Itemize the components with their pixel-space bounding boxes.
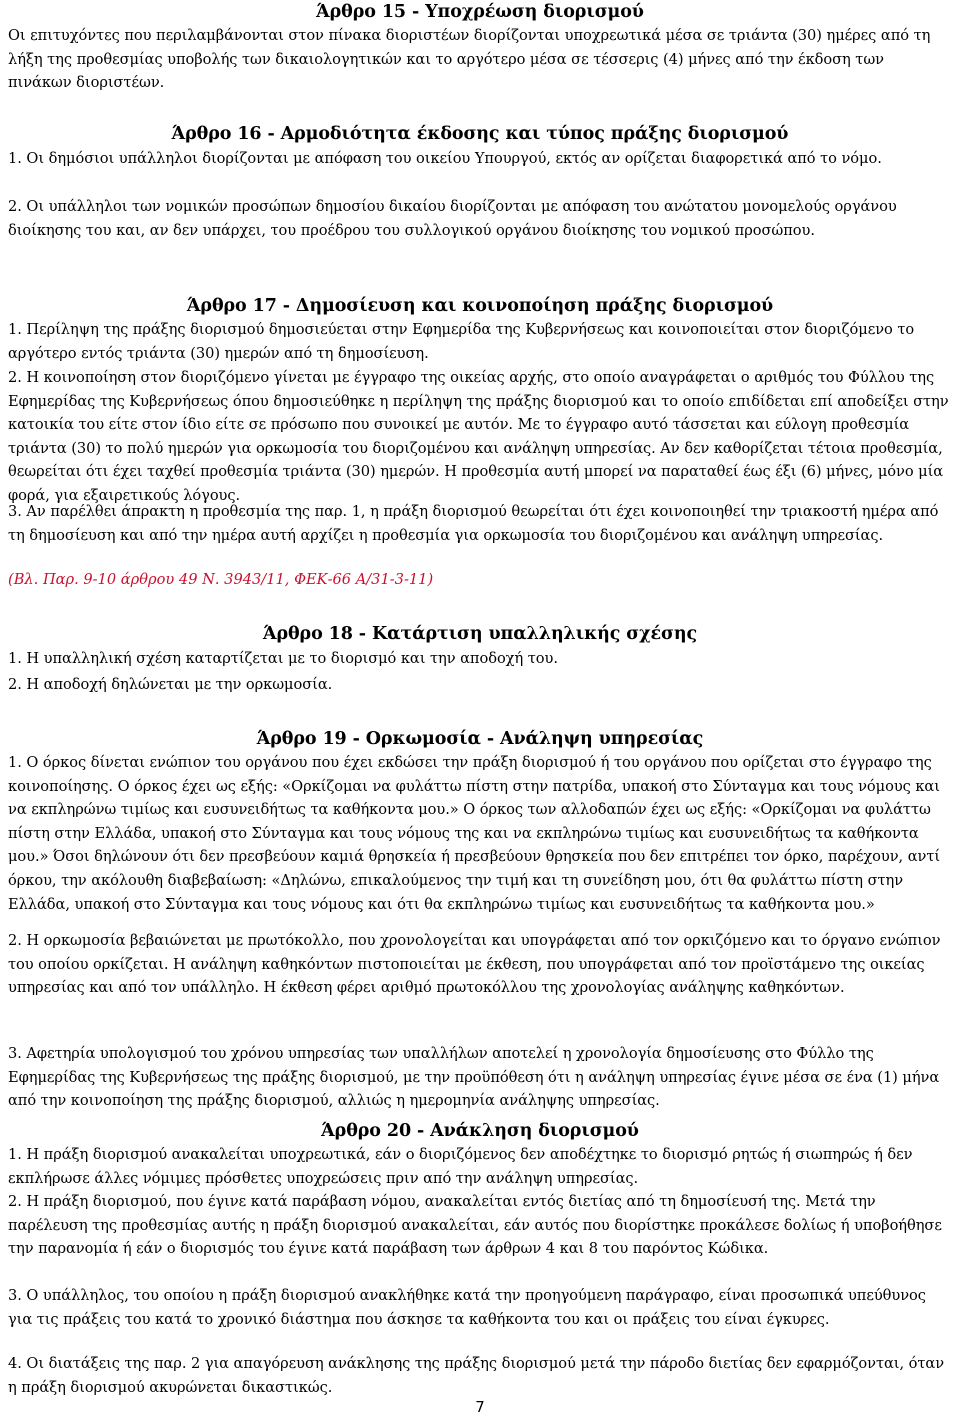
article-17-para-3: 3. Αν παρέλθει άπρακτη η προθεσμία της παρ. 1, η πράξη διορισμού θεωρείται ότι έχει κοινοποιηθεί την τριακοστή ημέρα από τη δημοσίευση και από την ημέρα αυτή αρχίζει η προθεσμία για ορκωμοσία του διοριζομένου και ανάληψη υπηρεσίας. <box>8 503 939 544</box>
page-number: 7 <box>475 1398 485 1416</box>
article-15-heading: Άρθρο 15 - Υποχρέωση διορισμού <box>316 2 644 22</box>
article-19-para-1: 1. Ο όρκος δίνεται ενώπιον του οργάνου που έχει εκδώσει την πράξη διορισμού ή του οργάνου που ορίζεται στο έγγραφο της κοινοποίησης. Ο όρκος έχει ως εξής: «Ορκίζομαι να φυλάττω πίστη στην πατρίδα, υπακοή στο Σύνταγμα και τους νόμους και να εκπληρώνω τιμίως και ευσυνειδήτως τα καθήκοντα μου.» Ο όρκος των αλλοδαπών έχει ως εξής: «Ορκίζομαι να φυλάττω πίστη στην Ελλάδα, υπακοή στο Σύνταγμα και τους νόμους της και να εκπληρώνω τιμίως και ευσυνειδήτως τα καθήκοντα μου.» Όσοι δηλώνουν ότι δεν πρεσβεύουν καμιά θρησκεία ή πρεσβεύουν θρησκεία που δεν επιτρέπει τον όρκο, παρέχουν, αντί όρκου, την ακόλουθη διαβεβαίωση: «Δηλώνω, επικαλούμενος την τιμή και τη συνείδηση μου, ότι θα φυλάττω πίστη στην Ελλάδα, υπακοή στο Σύνταγμα και τους νόμους και ότι θα εκπληρώνω τιμίως και ευσυνειδήτως τα καθήκοντα μου.» <box>8 754 941 913</box>
article-20-heading: Άρθρο 20 - Ανάκληση διορισμού <box>321 1121 639 1141</box>
article-19-heading: Άρθρο 19 - Ορκωμοσία - Ανάληψη υπηρεσίας <box>256 729 704 749</box>
article-16-heading: Άρθρο 16 - Αρμοδιότητα έκδοσης και τύπος πράξης διορισμού <box>171 124 789 144</box>
article-18-para-2: 2. Η αποδοχή δηλώνεται με την ορκωμοσία. <box>8 676 333 693</box>
article-18-para-1: 1. Η υπαλληλική σχέση καταρτίζεται με το διορισμό και την αποδοχή του. <box>8 650 558 667</box>
article-19-para-2: 2. Η ορκωμοσία βεβαιώνεται με πρωτόκολλο, που χρονολογείται και υπογράφεται από τον ορκιζόμενο και το όργανο ενώπιον του οποίου ορκίζεται. Η ανάληψη καθηκόντων πιστοποιείται με έκθεση, που υπογράφεται από τον προϊστάμενο της οικείας υπηρεσίας και από τον υπάλληλο. Η έκθεση φέρει αριθμό πρωτοκόλλου της χρονολογίας ανάληψης καθηκόντων. <box>8 932 941 997</box>
article-20-para-3: 3. Ο υπάλληλος, του οποίου η πράξη διορισμού ανακλήθηκε κατά την προηγούμενη παράγραφο, είναι προσωπικά υπεύθυνος για τις πράξεις του κατά το χρονικό διάστημα που άσκησε τα καθήκοντα του και οι πράξεις του είναι έγκυρες. <box>8 1287 926 1328</box>
article-16-para-2: 2. Οι υπάλληλοι των νομικών προσώπων δημοσίου δικαίου διορίζονται με απόφαση του ανώτατου μονομελούς οργάνου διοίκησης του και, αν δεν υπάρχει, του προέδρου του συλλογικού οργάνου διοίκησης του νομικού προσώπου. <box>8 198 897 239</box>
article-18-heading: Άρθρο 18 - Κατάρτιση υπαλληλικής σχέσης <box>262 624 698 644</box>
article-20-para-4: 4. Οι διατάξεις της παρ. 2 για απαγόρευση ανάκλησης της πράξης διορισμού μετά την πάροδο διετίας δεν εφαρμόζονται, όταν η πράξη διορισμού ακυρώνεται δικαστικώς. <box>8 1355 945 1396</box>
article-17-para-1: 1. Περίληψη της πράξης διορισμού δημοσιεύεται στην Εφημερίδα της Κυβερνήσεως και κοινοποιείται στον διοριζόμενο το αργότερο εντός τριάντα (30) ημερών από τη δημοσίευση. <box>8 321 915 362</box>
article-19-para-3: 3. Αφετηρία υπολογισμού του χρόνου υπηρεσίας των υπαλλήλων αποτελεί η χρονολογία δημοσίευσης στο Φύλλο της Εφημερίδας της Κυβερνήσεως της πράξης διορισμού, με την προϋπόθεση ότι η ανάληψη υπηρεσίας έγινε μέσα σε ένα (1) μήνα από την κοινοποίηση της πράξης διορισμού, αλλιώς η ημερομηνία ανάληψης υπηρεσίας. <box>8 1045 940 1110</box>
article-20-para-1: 1. Η πράξη διορισμού ανακαλείται υποχρεωτικά, εάν ο διοριζόμενος δεν αποδέχτηκε το διορισμό ρητώς ή σιωπηρώς ή δεν εκπλήρωσε άλλες νόμιμες πρόσθετες υποχρεώσεις πριν από την ανάληψη υπηρεσίας. <box>8 1146 913 1187</box>
article-15-para-1: Οι επιτυχόντες που περιλαμβάνονται στον πίνακα διοριστέων διορίζονται υποχρεωτικά μέσα σε τριάντα (30) ημέρες από τη λήξη της προθεσμίας υποβολής των δικαιολογητικών και το αργότερο μέσα σε τέσσερις (4) μήνες από την έκδοση των πινάκων διοριστέων. <box>8 27 931 92</box>
article-16-para-1: 1. Οι δημόσιοι υπάλληλοι διορίζονται με απόφαση του οικείου Υπουργού, εκτός αν ορίζεται διαφορετικά από το νόμο. <box>8 150 882 167</box>
article-17-reference: (Βλ. Παρ. 9-10 άρθρου 49 Ν. 3943/11, ΦΕΚ-66 Α/31-3-11) <box>8 571 434 588</box>
article-20-para-2: 2. Η πράξη διορισμού, που έγινε κατά παράβαση νόμου, ανακαλείται εντός διετίας από τη δημοσίευσή της. Μετά την παρέλευση της προθεσμίας αυτής η πράξη διορισμού ανακαλείται, εάν αυτός που διορίστηκε προκάλεσε δολίως ή υποβοήθησε την παρανομία ή εάν ο διορισμός του έγινε κατά παράβαση των άρθρων 4 και 8 του παρόντος Κώδικα. <box>8 1193 942 1258</box>
article-17-para-2: 2. Η κοινοποίηση στον διοριζόμενο γίνεται με έγγραφο της οικείας αρχής, στο οποίο αναγράφεται ο αριθμός του Φύλλου της Εφημερίδας της Κυβερνήσεως όπου δημοσιεύθηκε η περίληψη της πράξης διορισμού και το οποίο επιδίδεται επί αποδείξει στην κατοικία του είτε στον ίδιο είτε σε πρόσωπο που συνοικεί με αυτόν. Με το έγγραφο αυτό τάσσεται και εύλογη προθεσμία τριάντα (30) το πολύ ημερών για ορκωμοσία του διοριζομένου και ανάληψη υπηρεσίας. Αν δεν καθορίζεται τέτοια προθεσμία, θεωρείται ότι έχει ταχθεί προθεσμία τριάντα (30) ημερών. Η προθεσμία αυτή μπορεί να παραταθεί έως έξι (6) μήνες, μόνο μία φορά, για εξαιρετικούς λόγους. <box>8 369 949 504</box>
article-17-heading: Άρθρο 17 - Δημοσίευση και κοινοποίηση πράξης διορισμού <box>186 296 774 316</box>
